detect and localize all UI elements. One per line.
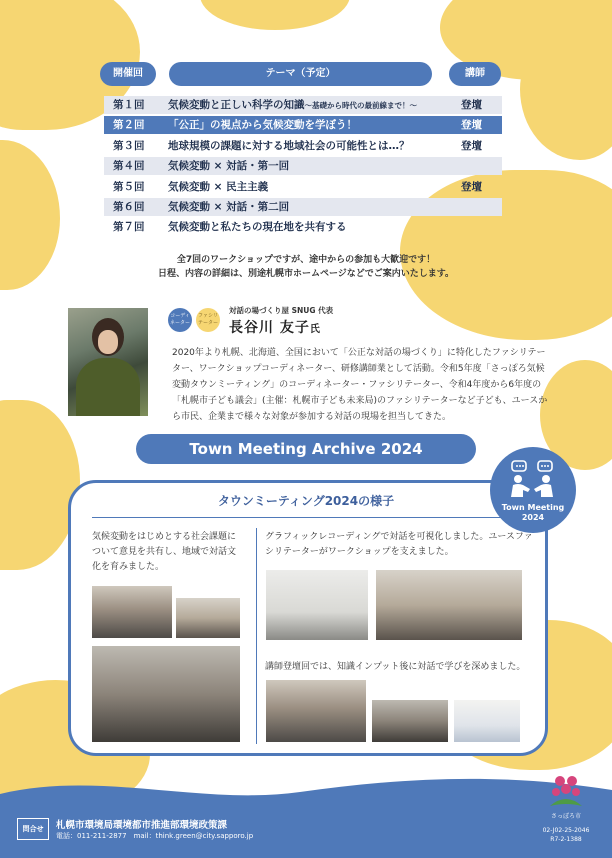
session-theme: 気候変動 × 対話・第一回 [168, 160, 290, 173]
facilitator-badge: ファシリ テーター [196, 308, 220, 332]
session-number: 第４回 [113, 160, 145, 173]
schedule-note-1: 全7回のワークショップですが、途中からの参加も大歓迎です！ [176, 255, 436, 265]
footer-band [0, 776, 612, 858]
speaker-name: 長谷川 友子氏 [229, 320, 321, 336]
session-number: 第３回 [113, 139, 145, 152]
contact-label: 問合せ [17, 818, 49, 840]
lecturer-mark: 登壇 [461, 119, 482, 132]
footer-code-2: R7-2-1388 [550, 836, 582, 843]
archive-banner: Town Meeting Archive 2024 [136, 434, 476, 464]
event-photo [372, 700, 448, 742]
session-theme: 気候変動と私たちの現在地を共有する [168, 221, 347, 234]
header-session: 開催回 [100, 62, 156, 86]
session-theme: 地球規模の課題に対する地域社会の可能性とは…？ [168, 139, 410, 152]
schedule-note-2: 日程、内容の詳細は、別途札幌市ホームページなどでご案内いたします。 [157, 269, 455, 279]
dialogue-icon [490, 447, 576, 503]
archive-panel-title: タウンミーティング2024の様子 [217, 494, 395, 508]
archive-left-text: 気候変動をはじめとする社会課題について意見を共有し、地域で対話文化を育みました。 [92, 532, 237, 572]
divider [92, 517, 524, 518]
event-photo [176, 598, 240, 638]
event-photo [454, 700, 520, 742]
town-meeting-badge: Town Meeting 2024 [490, 447, 576, 533]
session-number: 第１回 [113, 99, 145, 111]
lecturer-mark: 登壇 [461, 139, 482, 152]
session-number: 第２回 [113, 119, 145, 132]
lecturer-mark: 登壇 [461, 180, 482, 193]
footer-department: 札幌市環境局環境都市推進部環境政策課 [56, 820, 228, 831]
session-number: 第５回 [113, 180, 145, 193]
event-photo [92, 646, 240, 742]
event-photo [266, 570, 368, 640]
session-number: 第６回 [113, 201, 145, 213]
divider [256, 528, 257, 744]
event-photo [266, 680, 366, 742]
session-theme: 「公正」の視点から気候変動を学ぼう！ [168, 119, 357, 132]
archive-right-text-2: 講師登壇回では、知識インプット後に対話で学びを深めました。 [265, 662, 526, 672]
header-theme: テーマ（予定） [169, 62, 432, 86]
footer-code-1: 02-J02-25-2046 [542, 827, 590, 834]
logo-caption: さっぽろ市 [550, 813, 581, 820]
session-theme: 気候変動 × 対話・第二回 [168, 201, 290, 213]
session-number: 第７回 [113, 221, 145, 234]
session-theme: 気候変動と正しい科学の知識～基礎から時代の最前線まで！～ [168, 99, 417, 111]
speaker-organization: 対話の場づくり屋 SNUG 代表 [229, 306, 334, 315]
coordinator-badge: コーディ ネーター [168, 308, 192, 332]
session-theme: 気候変動 × 民主主義 [168, 180, 269, 193]
footer-contact: 電話：011-211-2877 mail：think.green@city.sapporo.jp [56, 832, 254, 840]
archive-right-text: グラフィックレコーディングで対話を可視化しました。ユースファシリテーターがワークショップを支えました。 [265, 532, 533, 557]
lecturer-mark: 登壇 [461, 99, 482, 111]
header-lecturer: 講師 [449, 62, 501, 86]
event-photo [92, 586, 172, 638]
event-photo [376, 570, 522, 640]
speaker-bio: 2020年より札幌、北海道、全国において「公正な対話の場づくり」に特化したファシリテーター、ワークショップコーディネーター、研修講師業として活動。令和5年度「さっぽろ気候変動タウンミーティング」のコーディネーター・ファシリテーター、令和4年度から6年度の「札幌市子ども議会」(主催：札幌市子ども未来局)のファシリテーターなど子ども、ユースから市民、企業まで様々な対象が参加する対話の現場を担当してきた。 [172, 348, 548, 422]
